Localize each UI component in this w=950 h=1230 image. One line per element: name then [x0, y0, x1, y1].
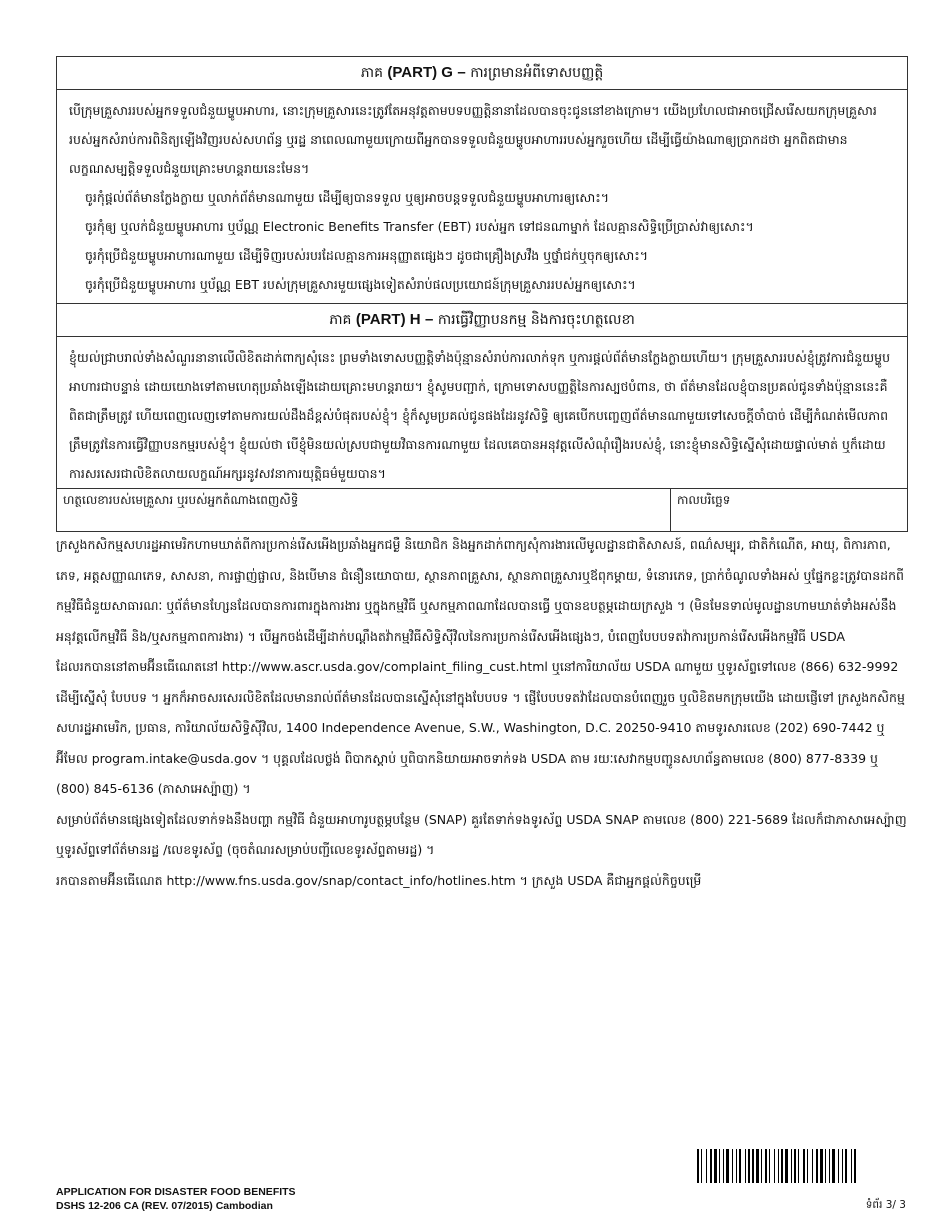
barcode-bar: [812, 1149, 813, 1183]
part-h-title-prefix: ភាគ: [329, 312, 352, 328]
barcode-bar: [816, 1149, 818, 1183]
barcode-bar: [791, 1149, 792, 1183]
date-label: កាលបរិច្ឆេទ: [677, 493, 731, 507]
part-h-dash: –: [425, 311, 434, 328]
barcode-bar: [774, 1149, 775, 1183]
barcode-bar: [778, 1149, 779, 1183]
barcode-bar: [710, 1149, 712, 1183]
application-form: [56, 56, 908, 532]
nondiscrimination-paragraph-2: ដែលរកបាននៅតាមអ៊ីនធើណេតនៅ http://www.ascr.usda.gov/complaint_filing_cust.html ឬនៅការិយាល័យ USDA ណាមួយ ឬទូរស័ព្ទទៅលេខ (866) 632-9992 ដើម្បីស្នើសុំ បែបបទ ។ អ្នកក៏អាចសរសេរលិខិតដែលមានរាល់ព័ត៌មានដែលបានស្នើសុំនៅក្នុងបែបបទ ។ ផ្ញើបែបបទតវ៉ាដែលបានបំពេញរួច ឬលិខិតមកក្រុមយើង ដោយផ្ញើទៅ ក្រសួងកសិកម្មសហរដ្ឋអាមេរិក, ប្រធាន, ការិយាល័យសិទ្ធិស៊ីវិល, 1400 Independence Avenue, S.W., Washington, D.C. 20250-9410 តាមទូរសារលេខ (202) 690-7442 ឬអ៊ីមែល program.intake@usda.gov ។ បុគ្គលដែលថ្លង់ ពិបាកស្តាប់ ឬពិបាកនិយាយអាចទាក់ទង USDA តាម រយៈសេវាកម្មបញ្ជូនសហព័ន្ធតាមលេខ (800) 877-8339 ឬ (800) 845-6136 (ភាសាអេស្ប៉ាញ) ។: [56, 659, 905, 796]
signature-label: ហត្ថលេខារបស់មេគ្រួសារ ឬរបស់អ្នកតំណាងពេញសិទ្ធិ: [63, 493, 299, 507]
rule-item: ចូរកុំប្រើជំនួយម្ហូបអាហារណាមួយ ដើម្បីទិញរបស់របរដែលគ្មានការអនុញ្ញាតផ្សេងៗ ដូចជាគ្រឿងស្រវឹង ឬថ្នាំជក់ឬចុកឲ្យសោះ។: [85, 248, 648, 263]
barcode-bar: [765, 1149, 767, 1183]
date-field[interactable]: [671, 489, 907, 531]
barcode-bar: [829, 1149, 830, 1183]
barcode-bar: [842, 1149, 843, 1183]
part-g-title-prefix: ភាគ: [360, 65, 383, 81]
part-g-intro: បើក្រុមគ្រួសាររបស់អ្នកទទួលជំនួយម្ហូបអាហារ, នោះក្រុមគ្រួសារនេះត្រូវតែអនុវត្តតាមបទបញ្ញត្តិនានាដែលបានចុះជូននៅខាងក្រោម។ យើងប្រហែលជាអាចជ្រើសរើសយកក្រុមគ្រួសាររបស់អ្នកសំរាប់ការពិនិត្យឡើងវិញរបស់សហព័ន្ធ ឬរដ្ឋ នាពេលណាមួយក្រោយពីអ្នកបានទទួលជំនួយម្ហូបអាហាររបស់អ្នករួចហើយ ដើម្បីធ្វើយ៉ាងណាឲ្យប្រាកដថា អ្នកពិតជាមានលក្ខណសម្បត្តិទទួលជំនួយគ្រោះមហន្តរាយនេះមែន។: [69, 103, 877, 176]
signature-field[interactable]: [57, 489, 671, 531]
rule-item: ចូរកុំឲ្យ ឬលក់ជំនួយម្ហូបអាហារ ឬប័ណ្ណ Electronic Benefits Transfer (EBT) របស់អ្នក ទៅជនណាម្នាក់ ដែលគ្មានសិទ្ធិប្រើប្រាស់វាឲ្យសោះ។: [85, 219, 754, 234]
page-number: 3/ 3: [885, 1199, 906, 1211]
part-h-label: (PART) H: [355, 311, 421, 328]
page-indicator: [866, 1199, 906, 1214]
barcode-bar: [803, 1149, 805, 1183]
form-footer: [56, 1185, 296, 1213]
barcode-bar: [723, 1149, 724, 1183]
barcode-bar: [745, 1149, 746, 1183]
part-g-body: [57, 90, 907, 304]
barcode-bar: [845, 1149, 847, 1183]
barcode-bar: [697, 1149, 699, 1183]
barcode-bar: [798, 1149, 799, 1183]
certification-text: ខ្ញុំយល់ជ្រាបរាល់ទាំងសំណួរនានាលើលិខិតដាក់ពាក្យសុំនេះ ព្រមទាំងទោសបញ្ញត្តិទាំងប៉ុន្មានសំរាប់ការលាក់ទុក ឬការផ្តល់ព័ត៌មានក្លែងក្លាយហើយ។ ក្រុមគ្រួសាររបស់ខ្ញុំត្រូវការជំនួយម្ហូបអាហារជាបន្ទាន់ ដោយយោងទៅតាមហេតុប្រឆាំងឡើងដោយគ្រោះមហន្តរាយ។ ខ្ញុំសូមបញ្ជាក់, ក្រោមទោសបញ្ញត្តិនៃការស្បថបំពាន, ថា ព័ត៌មានដែលខ្ញុំបានប្រគល់ជូនទាំងប៉ុន្មាននេះគឺពិតជាត្រឹមត្រូវ ហើយពេញលេញទៅតាមការយល់ដឹងដ៏ខ្ពស់បំផុតរបស់ខ្ញុំ។ ខ្ញុំក៏សូមប្រគល់ជូនផងដែរនូវសិទ្ធិ ឲ្យគេបើកបញ្ចេញព័ត៌មានណាមួយទៅសេចក្តីចាំបាច់ ដើម្បីកំណត់មើលភាពត្រឹមត្រូវនៃការធ្វើវិញ្ញាបនកម្មរបស់ខ្ញុំ។ ខ្ញុំយល់ថា បើខ្ញុំមិនយល់ស្របជាមួយវិធានការណាមួយ ដែលគេបានអនុវត្តលើសំណុំរឿងរបស់ខ្ញុំ, នោះខ្ញុំមានសិទ្ធិស្នើសុំដោយផ្ទាល់មាត់ ឬក៏ដោយការសរសេរជាលិខិតលាយលក្ខណ៍អក្សរនូវសវនាការយុត្តិធម៌មួយបាន។: [69, 350, 891, 481]
barcode-bar: [769, 1149, 770, 1183]
barcode-bar: [752, 1149, 754, 1183]
barcode-bar: [794, 1149, 796, 1183]
signature-row: [57, 489, 907, 531]
barcode-bar: [807, 1149, 808, 1183]
barcode-bar: [706, 1149, 707, 1183]
barcode-bar: [785, 1149, 788, 1183]
part-g-dash: –: [457, 64, 466, 81]
barcode-bar: [736, 1149, 737, 1183]
barcode-bar: [748, 1149, 750, 1183]
barcode-bar: [714, 1149, 717, 1183]
part-g-rules: [69, 183, 897, 299]
nondiscrimination-paragraph-3: សម្រាប់ព័ត៌មានផ្សេងទៀតដែលទាក់ទងនឹងបញ្ហា កម្មវិធី ជំនួយអាហារូបត្ថម្ភបន្ថែម (SNAP) គួរតែទាក់ទងទូរស័ព្ទ USDA SNAP តាមលេខ (800) 221-5689 ដែលក៏ជាភាសាអេស្ប៉ាញ ឬទូរស័ព្ទទៅព័ត៌មានរដ្ឋ /លេខទូរស័ព្ទ (ចុចតំណរសម្រាប់បញ្ជីលេខទូរស័ព្ទតាមរដ្ឋ) ។: [56, 811, 907, 857]
barcode-bar: [820, 1149, 823, 1183]
part-h-body: [57, 337, 907, 489]
barcode-bar: [854, 1149, 856, 1183]
barcode-bar: [726, 1149, 729, 1183]
part-h-header: [57, 304, 907, 337]
part-g-header: [57, 57, 907, 90]
barcode-image: [697, 1149, 857, 1183]
barcode-bar: [825, 1149, 826, 1183]
barcode-bar: [851, 1149, 852, 1183]
nondiscrimination-statement: [56, 530, 912, 942]
page-label: ទំព័រ: [865, 1199, 883, 1211]
barcode-bar: [739, 1149, 741, 1183]
form-title: APPLICATION FOR DISASTER FOOD BENEFITS: [56, 1186, 296, 1198]
nondiscrimination-paragraph-1: ក្រសួងកសិកម្មសហរដ្ឋអាមេរិកហាមឃាត់ពីការប្រកាន់រើសអើងប្រឆាំងអ្នកជម្ងឺ និយោជិក និងអ្នកដាក់ពាក្យសុំការងារលើមូលដ្ឋានជាតិសាសន៍, ពណ៌សម្បុរ, ជាតិកំណើត, អាយុ, ពិការភាព, ភេទ, អត្តសញ្ញាណភេទ, សាសនា, ការផ្ចាញ់ផ្ចាល, និងបើមាន ជំនឿនយោបាយ, ស្ថានភាពគ្រួសារ, ស្ថានភាពគ្រួសារឬឪពុកម្តាយ, ទំនោរភេទ, ប្រាក់ចំណូលទាំងអស់ ឬផ្នែកខ្លះត្រូវបានដកពីកម្មវិធីជំនួយសាធារណៈ ឬព័ត៌មានហ្សែនដែលបានការពារក្នុងការងារ ឬក្នុងកម្មវិធី ឬសកម្មភាពណាដែលបានធ្វើ ឬបានឧបត្ថម្ភដោយក្រសួង ។ (មិនមែនទាល់មូលដ្ឋានហាមឃាត់ទាំងអស់នឹងអនុវត្តលើកម្មវិធី និង/ឬសកម្មភាពការងារ) ។ បើអ្នកចង់ដើម្បីដាក់បណ្តឹងតវ៉ាកម្មវិធីសិទ្ធិស៊ីវិលនៃការប្រកាន់រើសអើងផ្សេងៗ, បំពេញបែបបទតវ៉ាការប្រកាន់រើសអើងកម្មវិធី USDA: [56, 537, 904, 644]
barcode-bar: [838, 1149, 839, 1183]
barcode-bar: [756, 1149, 759, 1183]
barcode-bar: [761, 1149, 762, 1183]
part-g-label: (PART) G: [387, 64, 453, 81]
barcode-bar: [732, 1149, 733, 1183]
part-h-title: ការធ្វើវិញ្ញាបនកម្ម និងការចុះហត្ថលេខា: [437, 312, 635, 328]
form-number: DSHS 12-206 CA (REV. 07/2015) Cambodian: [56, 1200, 273, 1212]
barcode-bar: [781, 1149, 783, 1183]
barcode-bar: [701, 1149, 702, 1183]
barcode-bar: [832, 1149, 835, 1183]
rule-item: ចូរកុំប្រើជំនួយម្ហូបអាហារ ឬប័ណ្ណ EBT របស់ក្រុមគ្រួសារមួយផ្សេងទៀតសំរាប់ផលប្រយោជន៍ក្រុមគ្រួសាររបស់អ្នកឲ្យសោះ។: [85, 277, 636, 292]
rule-item: ចូរកុំផ្តល់ព័ត៌មានក្លែងក្លាយ ឬលាក់ព័ត៌មានណាមួយ ដើម្បីឲ្យបានទទួល ឬឲ្យអាចបន្តទទួលជំនួយម្ហូបអាហារឲ្យសោះ។: [85, 190, 609, 205]
nondiscrimination-paragraph-4: រកបានតាមអ៊ីនធើណេត http://www.fns.usda.gov/snap/contact_info/hotlines.htm ។ ក្រសួង USDA គឺជាអ្នកផ្តល់កិច្ចបម្រើ: [56, 872, 702, 888]
part-g-title: ការព្រមានអំពីទោសបញ្ញត្តិ: [470, 65, 604, 81]
barcode-bar: [719, 1149, 720, 1183]
